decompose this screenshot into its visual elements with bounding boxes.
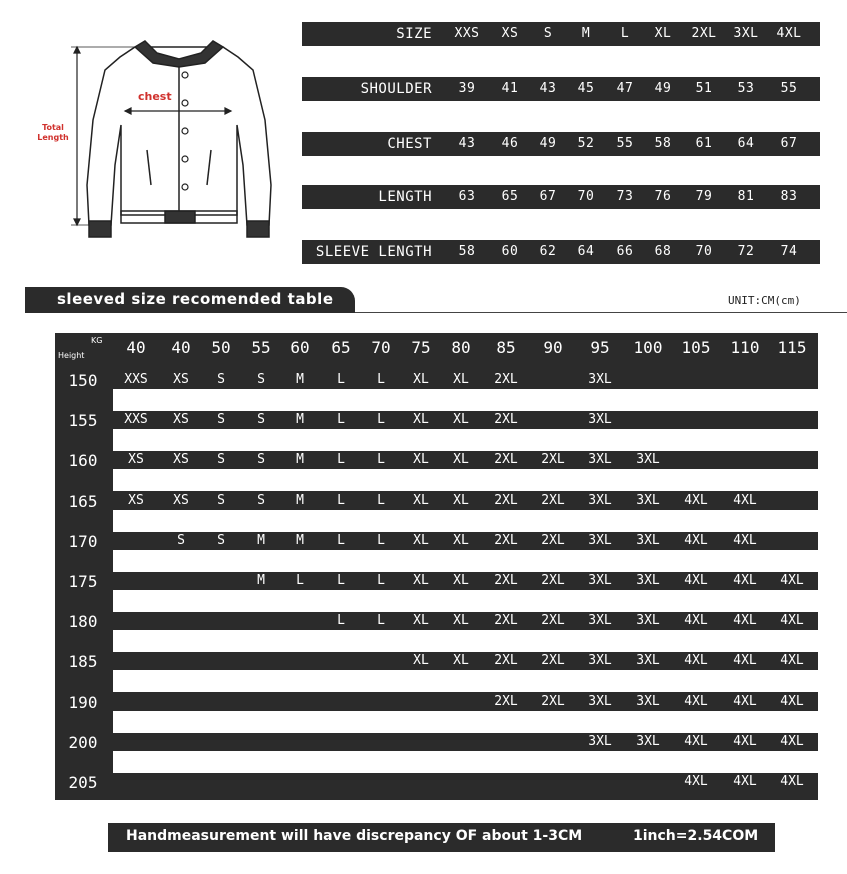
size-recommend-cell: 4XL: [733, 653, 757, 669]
height-row-label: 200: [68, 732, 98, 752]
height-row-label: 165: [68, 491, 98, 511]
size-recommend-cell: 3XL: [588, 372, 612, 387]
size-recommend-cell: S: [217, 532, 225, 548]
jacket-diagram: [25, 25, 295, 250]
size-recommend-cell: XL: [413, 573, 429, 588]
row-separator: [113, 389, 818, 411]
size-recommend-cell: S: [217, 452, 225, 468]
row-separator: [113, 429, 818, 451]
size-recommend-cell: XL: [413, 653, 429, 669]
size-recommend-cell: XL: [413, 613, 429, 629]
size-cell: 58: [654, 136, 672, 151]
weight-header: 40: [126, 338, 146, 357]
size-recommend-cell: XL: [453, 412, 469, 428]
footer-conversion: 1inch=2.54COM: [633, 828, 759, 844]
size-recommend-cell: 2XL: [494, 573, 518, 588]
row-separator: [113, 711, 818, 733]
size-recommend-cell: L: [337, 492, 345, 508]
size-recommend-cell: XL: [453, 573, 469, 588]
size-cell: 66: [616, 244, 634, 259]
size-recommend-cell: 4XL: [684, 693, 708, 709]
size-recommend-cell: 2XL: [494, 412, 518, 428]
size-recommend-cell: XS: [128, 492, 144, 508]
size-cell: 3XL: [733, 26, 759, 41]
size-cell: 43: [539, 81, 557, 96]
size-recommend-cell: 2XL: [541, 653, 565, 669]
size-recommend-cell: 3XL: [636, 573, 660, 588]
size-cell: 55: [780, 81, 798, 96]
row-separator: [113, 630, 818, 652]
size-recommend-cell: XL: [413, 532, 429, 548]
size-recommend-cell: L: [337, 573, 345, 588]
size-cell: 45: [577, 81, 595, 96]
size-recommend-cell: 2XL: [494, 452, 518, 468]
size-recommend-cell: 2XL: [541, 492, 565, 508]
weight-header: 75: [411, 338, 431, 357]
size-recommend-cell: 3XL: [588, 613, 612, 629]
size-cell: 39: [458, 81, 476, 96]
size-cell: 67: [539, 189, 557, 204]
size-recommend-cell: XL: [453, 452, 469, 468]
weight-header: 115: [777, 338, 807, 357]
row-separator: [113, 670, 818, 692]
size-recommend-cell: S: [257, 492, 265, 508]
size-recommend-cell: S: [257, 412, 265, 428]
size-recommend-cell: 3XL: [636, 613, 660, 629]
size-recommend-cell: XL: [453, 653, 469, 669]
size-cell: 2XL: [691, 26, 717, 41]
size-recommend-cell: 3XL: [636, 693, 660, 709]
total-length-label: Total Length: [37, 123, 69, 142]
size-recommend-cell: XL: [413, 492, 429, 508]
size-cell: 58: [458, 244, 476, 259]
size-row-label: CHEST: [387, 136, 432, 152]
size-recommend-cell: 3XL: [588, 733, 612, 749]
size-cell: 68: [654, 244, 672, 259]
size-recommend-cell: S: [257, 452, 265, 468]
size-recommend-cell: 3XL: [588, 532, 612, 548]
size-cell: 47: [616, 81, 634, 96]
size-recommend-cell: S: [217, 412, 225, 428]
size-recommend-cell: XL: [453, 613, 469, 629]
size-recommend-cell: 4XL: [733, 774, 757, 789]
size-cell: 4XL: [776, 26, 802, 41]
size-recommend-cell: L: [337, 372, 345, 387]
size-recommend-cell: 4XL: [684, 774, 708, 789]
size-recommend-cell: L: [377, 452, 385, 468]
size-cell: XS: [501, 26, 519, 41]
size-recommend-cell: S: [217, 372, 225, 387]
size-recommend-cell: M: [257, 532, 265, 548]
size-cell: M: [581, 26, 591, 41]
size-recommend-cell: M: [296, 532, 304, 548]
size-cell: 70: [577, 189, 595, 204]
height-row-label: 180: [68, 612, 98, 632]
size-recommend-cell: L: [337, 452, 345, 468]
size-recommend-cell: 4XL: [733, 492, 757, 508]
row-separator: [113, 469, 818, 491]
size-cell: 73: [616, 189, 634, 204]
weight-header: 105: [681, 338, 711, 357]
size-recommend-cell: S: [217, 492, 225, 508]
weight-header: 70: [371, 338, 391, 357]
size-recommend-cell: 3XL: [588, 693, 612, 709]
size-cell: 79: [695, 189, 713, 204]
size-recommend-cell: 4XL: [780, 613, 804, 629]
size-recommend-cell: S: [177, 532, 185, 548]
height-row-label: 150: [68, 371, 98, 390]
size-cell: 43: [458, 136, 476, 151]
size-cell: 83: [780, 189, 798, 204]
size-cell: 72: [737, 244, 755, 259]
weight-header: 55: [251, 338, 271, 357]
size-recommend-cell: XS: [128, 452, 144, 468]
chest-label: chest: [138, 90, 172, 103]
footer-note: Handmeasurement will have discrepancy OF about 1-3CM: [126, 828, 583, 844]
height-row-label: 155: [68, 411, 98, 431]
size-recommend-cell: XL: [453, 372, 469, 387]
size-recommend-cell: 4XL: [780, 653, 804, 669]
size-recommend-cell: XS: [173, 412, 189, 428]
size-recommend-cell: M: [257, 573, 265, 588]
size-recommend-cell: L: [296, 573, 304, 588]
size-recommend-cell: 4XL: [733, 693, 757, 709]
weight-header: 80: [451, 338, 471, 357]
size-cell: 49: [654, 81, 672, 96]
footer-bar: [108, 823, 775, 852]
size-cell: 46: [501, 136, 519, 151]
row-separator: [113, 510, 818, 532]
size-cell: XXS: [454, 26, 480, 41]
size-recommend-cell: L: [377, 412, 385, 428]
size-row-label: LENGTH: [378, 189, 432, 205]
size-recommend-cell: L: [337, 613, 345, 629]
weight-header: 100: [633, 338, 663, 357]
size-cell: 81: [737, 189, 755, 204]
size-recommend-cell: L: [377, 573, 385, 588]
size-cell: 63: [458, 189, 476, 204]
recommend-title: sleeved size recomended table: [57, 290, 334, 308]
size-row-label: SLEEVE LENGTH: [315, 244, 432, 260]
size-recommend-cell: XL: [413, 452, 429, 468]
size-recommend-cell: L: [377, 532, 385, 548]
size-recommend-cell: L: [337, 532, 345, 548]
size-recommend-cell: 4XL: [684, 653, 708, 669]
size-cell: 61: [695, 136, 713, 151]
height-row-label: 190: [68, 692, 98, 712]
height-row-label: 170: [68, 531, 98, 551]
weight-header: 85: [496, 338, 516, 357]
size-recommend-cell: XS: [173, 452, 189, 468]
size-recommend-cell: 4XL: [733, 573, 757, 588]
size-recommend-cell: XL: [453, 492, 469, 508]
size-recommend-cell: XL: [413, 412, 429, 428]
size-recommend-cell: 4XL: [684, 613, 708, 629]
size-recommend-cell: 4XL: [780, 573, 804, 588]
divider-line: [355, 312, 847, 313]
size-recommend-cell: 3XL: [588, 452, 612, 468]
size-recommend-cell: XS: [173, 372, 189, 387]
size-cell: XL: [654, 26, 672, 41]
size-cell: 74: [780, 244, 798, 259]
size-cell: 52: [577, 136, 595, 151]
height-row-label: 185: [68, 652, 98, 672]
size-recommend-cell: 4XL: [684, 492, 708, 508]
size-recommend-cell: 3XL: [636, 532, 660, 548]
size-recommend-cell: 4XL: [780, 733, 804, 749]
recommend-size-grid: [55, 333, 818, 800]
weight-header: 40: [171, 338, 191, 357]
size-recommend-cell: 2XL: [541, 613, 565, 629]
size-cell: 67: [780, 136, 798, 151]
size-recommend-cell: 4XL: [780, 774, 804, 789]
weight-header: 95: [590, 338, 610, 357]
size-recommend-cell: XS: [173, 492, 189, 508]
height-row-label: 205: [68, 773, 98, 792]
weight-header: 65: [331, 338, 351, 357]
unit-label: UNIT:CM(cm): [728, 294, 801, 307]
size-recommend-cell: M: [296, 412, 304, 428]
size-cell: 55: [616, 136, 634, 151]
size-recommend-cell: XXS: [124, 412, 148, 428]
size-recommend-cell: XL: [413, 372, 429, 387]
size-recommend-cell: L: [337, 412, 345, 428]
size-cell: 64: [577, 244, 595, 259]
size-cell: 41: [501, 81, 519, 96]
size-recommend-cell: XL: [453, 532, 469, 548]
size-cell: 53: [737, 81, 755, 96]
size-recommend-cell: 4XL: [733, 733, 757, 749]
size-recommend-cell: 4XL: [733, 613, 757, 629]
size-cell: 70: [695, 244, 713, 259]
size-recommend-cell: 3XL: [588, 653, 612, 669]
size-recommend-cell: L: [377, 372, 385, 387]
size-recommend-cell: XXS: [124, 372, 148, 387]
size-recommend-cell: 3XL: [588, 573, 612, 588]
size-row-label: SIZE: [396, 26, 432, 42]
size-recommend-cell: 4XL: [684, 532, 708, 548]
size-recommend-cell: 2XL: [541, 452, 565, 468]
size-recommend-cell: 3XL: [636, 653, 660, 669]
height-label: Height: [58, 351, 85, 360]
size-recommend-cell: 4XL: [684, 573, 708, 588]
size-cell: S: [543, 26, 553, 41]
row-separator: [113, 590, 818, 612]
size-recommend-cell: 4XL: [733, 532, 757, 548]
height-row-label: 175: [68, 572, 98, 591]
weight-header: 90: [543, 338, 563, 357]
size-cell: 62: [539, 244, 557, 259]
size-recommend-cell: M: [296, 372, 304, 387]
size-recommend-cell: 2XL: [494, 613, 518, 629]
size-recommend-cell: 2XL: [541, 532, 565, 548]
size-recommend-cell: 4XL: [780, 693, 804, 709]
size-cell: 51: [695, 81, 713, 96]
size-recommend-cell: M: [296, 452, 304, 468]
size-recommend-cell: 3XL: [636, 452, 660, 468]
size-recommend-cell: 2XL: [494, 492, 518, 508]
size-recommend-cell: 3XL: [588, 492, 612, 508]
row-separator: [113, 550, 818, 572]
size-cell: 60: [501, 244, 519, 259]
size-recommend-cell: 4XL: [684, 733, 708, 749]
weight-header: 60: [290, 338, 310, 357]
size-row-label: SHOULDER: [360, 81, 432, 97]
weight-header: 110: [730, 338, 760, 357]
size-recommend-cell: 3XL: [588, 412, 612, 428]
size-recommend-cell: 2XL: [494, 532, 518, 548]
size-cell: 64: [737, 136, 755, 151]
size-recommend-cell: 3XL: [636, 492, 660, 508]
size-recommend-cell: L: [377, 492, 385, 508]
row-separator: [113, 751, 818, 773]
size-cell: L: [620, 26, 630, 41]
size-recommend-cell: M: [296, 492, 304, 508]
weight-header: 50: [211, 338, 231, 357]
size-recommend-cell: 2XL: [494, 653, 518, 669]
size-recommend-cell: 2XL: [494, 693, 518, 709]
size-cell: 76: [654, 189, 672, 204]
size-recommend-cell: S: [257, 372, 265, 387]
size-recommend-cell: L: [377, 613, 385, 629]
recommend-title-tab: [25, 287, 355, 313]
size-recommend-cell: 3XL: [636, 733, 660, 749]
size-cell: 49: [539, 136, 557, 151]
size-cell: 65: [501, 189, 519, 204]
height-row-label: 160: [68, 451, 98, 471]
size-recommend-cell: 2XL: [541, 693, 565, 709]
size-recommend-cell: 2XL: [541, 573, 565, 588]
kg-label: KG: [91, 336, 103, 345]
size-recommend-cell: 2XL: [494, 372, 518, 387]
